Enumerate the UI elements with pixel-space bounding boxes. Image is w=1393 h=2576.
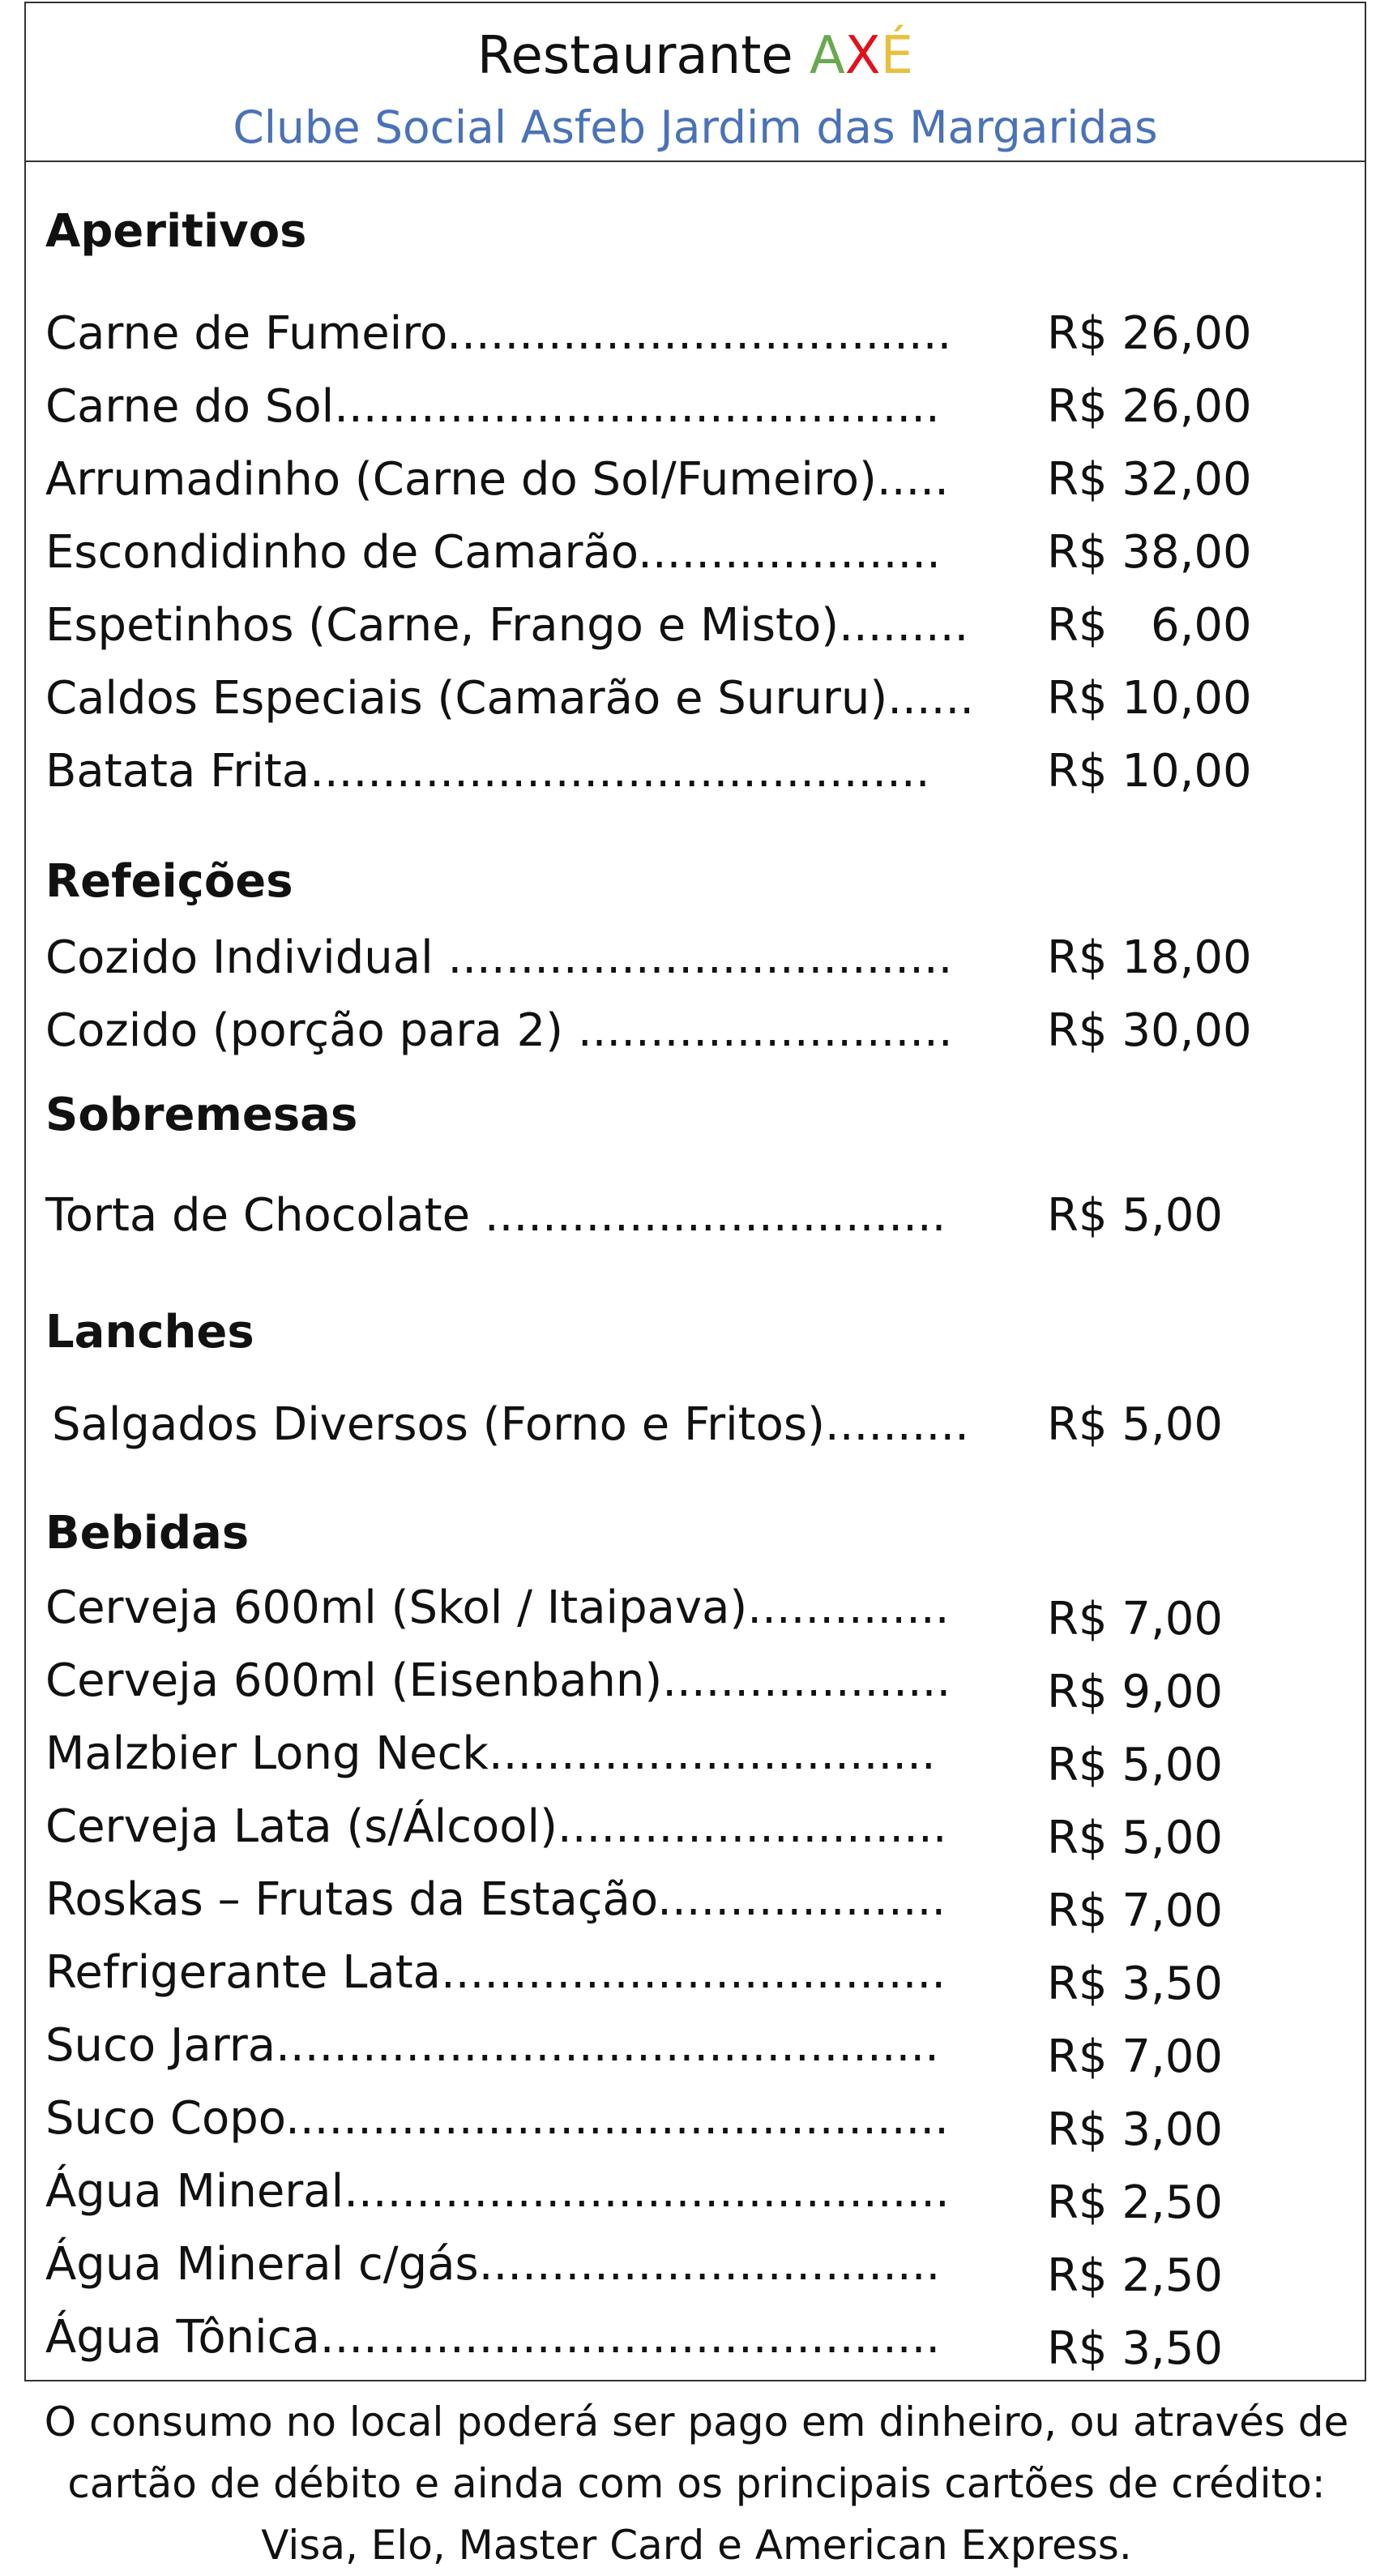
item-dots: ............................... xyxy=(488,1727,936,1780)
item-dots: .............................................. xyxy=(276,2019,939,2072)
menu-item xyxy=(45,1795,1261,1864)
page-subtitle: Clube Social Asfeb Jardim das Margaridas xyxy=(233,101,1158,153)
menu-item xyxy=(45,666,1261,731)
section-heading-aperitivos: Aperitivos xyxy=(45,205,307,258)
item-price: R$ 2,50 xyxy=(1047,2249,1224,2302)
payment-note-line: cartão de débito e ainda com os principais cartões de crédito: xyxy=(67,2460,1326,2507)
menu-item xyxy=(45,2305,1261,2375)
item-price: R$ 9,00 xyxy=(1047,1666,1224,1718)
item-price: R$ 5,00 xyxy=(1047,1189,1224,1242)
item-name: Água Mineral xyxy=(45,2165,344,2218)
menu-item xyxy=(45,1649,1261,1718)
menu-item xyxy=(45,1722,1261,1791)
section-heading-lanches: Lanches xyxy=(45,1306,254,1359)
item-dots: .......................................... xyxy=(334,380,940,433)
item-dots: ................................ xyxy=(484,1189,946,1242)
item-dots: .................... xyxy=(657,1873,946,1926)
menu-item xyxy=(45,1868,1261,1937)
item-name: Cerveja 600ml (Skol / Itaipava) xyxy=(45,1581,748,1634)
item-dots: ................................ xyxy=(478,2238,941,2291)
item-name: Cozido (porção para 2) xyxy=(45,1004,578,1057)
item-price: R$ 3,00 xyxy=(1047,2103,1224,2156)
item-price: R$ 38,00 xyxy=(1047,526,1252,579)
item-name: Água Tônica xyxy=(45,2311,320,2364)
item-name: Cozido Individual xyxy=(45,931,448,984)
item-name: Roskas – Frutas da Estação xyxy=(45,1873,658,1926)
item-dots: ................................... xyxy=(440,1946,946,1999)
menu-item xyxy=(45,739,1261,804)
item-price: R$ 7,00 xyxy=(1047,2030,1224,2083)
menu-item xyxy=(45,374,1261,439)
menu-item xyxy=(45,2232,1261,2302)
brand-letter-e: É xyxy=(880,26,914,86)
item-price: R$ 2,50 xyxy=(1047,2176,1224,2229)
item-dots: ......... xyxy=(839,599,969,652)
item-price: R$ 7,00 xyxy=(1047,1593,1224,1645)
item-name: Refrigerante Lata xyxy=(45,1946,441,1999)
item-price: R$ 5,00 xyxy=(1047,1812,1224,1864)
item-price: R$ 3,50 xyxy=(1047,2322,1224,2375)
item-name: Carne do Sol xyxy=(45,380,335,433)
menu-item xyxy=(45,302,1261,366)
menu-item xyxy=(45,1576,1261,1645)
item-price: R$ 5,00 xyxy=(1047,1398,1224,1451)
item-name: Torta de Chocolate xyxy=(45,1189,485,1242)
item-name: Cerveja 600ml (Eisenbahn) xyxy=(45,1654,663,1707)
section-heading-bebidas: Bebidas xyxy=(45,1507,250,1560)
item-name: Espetinhos (Carne, Frango e Misto) xyxy=(45,599,840,652)
item-dots: ........................... xyxy=(557,1800,947,1853)
brand-letter-a: A xyxy=(810,26,845,86)
menu-item xyxy=(45,999,1261,1063)
item-name: Água Mineral c/gás xyxy=(45,2238,479,2291)
item-price: R$ 5,00 xyxy=(1047,1739,1224,1791)
item-price: R$ 18,00 xyxy=(1047,931,1252,984)
menu-item xyxy=(45,2086,1261,2156)
title-prefix: Restaurante xyxy=(476,26,810,86)
menu-item xyxy=(45,593,1261,658)
menu-item xyxy=(45,2159,1261,2229)
section-heading-sobremesas: Sobremesas xyxy=(45,1089,358,1141)
item-price: R$ 7,00 xyxy=(1047,1885,1224,1937)
item-dots: ................................... xyxy=(447,307,952,360)
menu-item xyxy=(45,1941,1261,2010)
section-heading-refeicoes: Refeições xyxy=(45,855,293,908)
menu-item xyxy=(45,1183,1261,1248)
item-dots: ..................... xyxy=(638,526,941,579)
item-dots: .......................................... xyxy=(344,2165,950,2218)
item-name: Escondidinho de Camarão xyxy=(45,526,639,579)
item-dots: ................................... xyxy=(447,931,953,984)
page-title xyxy=(26,21,1365,91)
item-price: R$ 26,00 xyxy=(1047,380,1252,433)
item-name: Suco Jarra xyxy=(45,2019,276,2072)
item-price: R$ 10,00 xyxy=(1047,745,1252,798)
menu-frame xyxy=(24,2,1366,2381)
item-price: R$ 6,00 xyxy=(1047,599,1252,652)
item-name: Caldos Especiais (Camarão e Sururu) xyxy=(45,672,888,725)
item-name: Batata Frita xyxy=(45,745,310,798)
item-price: R$ 32,00 xyxy=(1047,453,1252,506)
item-dots: .......... xyxy=(824,1398,969,1451)
item-dots: ...... xyxy=(887,672,975,725)
menu-item xyxy=(45,447,1261,512)
item-price: R$ 30,00 xyxy=(1047,1004,1252,1057)
payment-note xyxy=(0,2391,1393,2576)
item-name: Arrumadinho (Carne do Sol/Fumeiro) xyxy=(45,453,877,506)
menu-header xyxy=(26,3,1365,162)
item-name: Malzbier Long Neck xyxy=(45,1727,489,1780)
item-dots: ........................................... xyxy=(319,2311,941,2364)
item-name: Salgados Diversos (Forno e Fritos) xyxy=(52,1398,825,1451)
item-dots: ..... xyxy=(876,453,949,506)
item-dots: .................... xyxy=(662,1654,951,1707)
item-dots: .......................... xyxy=(577,1004,953,1057)
payment-note-line: Visa, Elo, Master Card e American Express. xyxy=(261,2522,1132,2569)
item-dots: ........................................... xyxy=(310,745,930,798)
brand-letter-x: X xyxy=(844,26,881,86)
item-price: R$ 10,00 xyxy=(1047,672,1252,725)
menu-item xyxy=(45,1393,1261,1457)
item-dots: .............. xyxy=(747,1581,950,1634)
item-name: Cerveja Lata (s/Álcool) xyxy=(45,1800,558,1853)
item-price: R$ 3,50 xyxy=(1047,1958,1224,2010)
item-price: R$ 26,00 xyxy=(1047,307,1252,360)
item-dots: .............................................. xyxy=(285,2092,949,2145)
item-name: Suco Copo xyxy=(45,2092,286,2145)
menu-item xyxy=(45,520,1261,585)
menu-item xyxy=(45,2013,1261,2083)
payment-note-line: O consumo no local poderá ser pago em dinheiro, ou através de xyxy=(44,2398,1349,2445)
item-name: Carne de Fumeiro xyxy=(45,307,447,360)
menu-item xyxy=(45,926,1261,991)
